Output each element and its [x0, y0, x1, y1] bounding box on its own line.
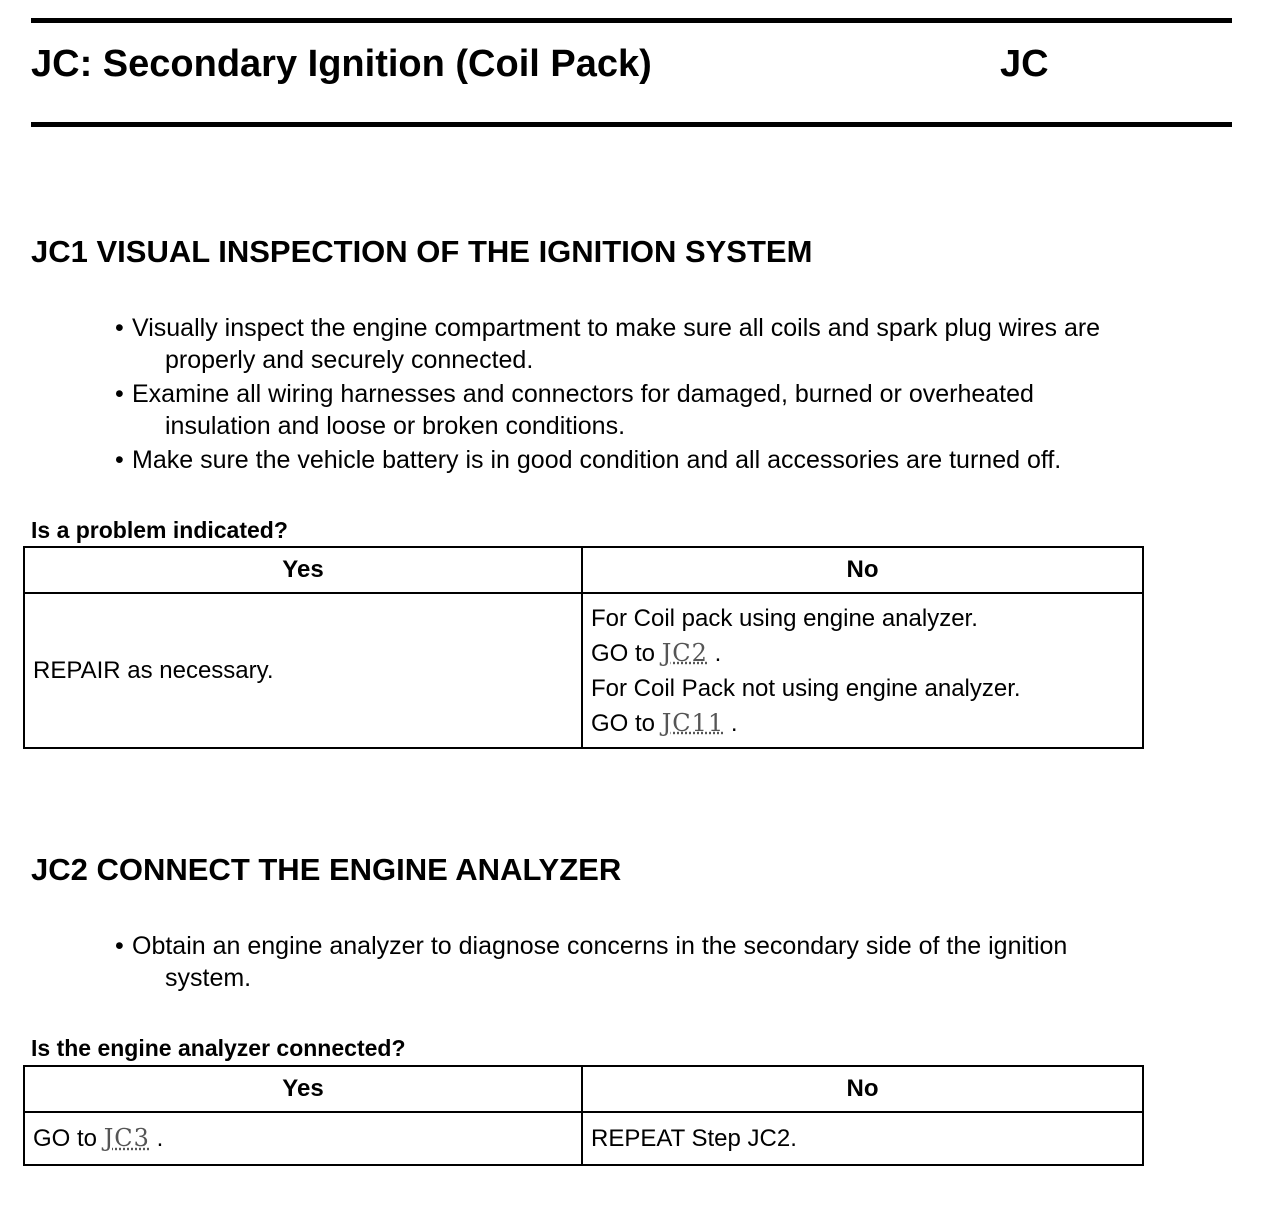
yes-column-header: Yes	[24, 547, 582, 593]
go-to-text: GO to	[591, 709, 662, 737]
no-cell-line	[591, 636, 1134, 671]
bullet-icon: •	[115, 446, 124, 474]
bullet-icon: •	[115, 932, 124, 960]
bullet-icon: •	[115, 380, 124, 408]
no-cell-line: For Coil Pack not using engine analyzer.	[591, 674, 1021, 702]
bullet-text-continued: properly and securely connected.	[165, 346, 534, 374]
bullet-text: Make sure the vehicle battery is in good condition and all accessories are turned off.	[132, 446, 1062, 474]
bullet-icon: •	[115, 314, 124, 342]
bullet-text: Examine all wiring harnesses and connectors for damaged, burned or overheated	[132, 380, 1034, 408]
period-text: .	[707, 639, 722, 667]
document-title: JC: Secondary Ignition (Coil Pack)	[31, 43, 652, 85]
go-to-text: GO to	[591, 639, 662, 667]
step-jc1-answer-table	[23, 546, 1144, 749]
list-item	[115, 312, 1100, 376]
no-cell-line	[591, 706, 1134, 741]
list-item	[115, 444, 1100, 476]
step-jc2-heading: JC2 CONNECT THE ENGINE ANALYZER	[31, 852, 622, 887]
no-cell-line: For Coil pack using engine analyzer.	[591, 604, 978, 632]
step-jc1-heading: JC1 VISUAL INSPECTION OF THE IGNITION SYSTEM	[31, 234, 813, 269]
list-item	[115, 378, 1100, 442]
bullet-text-continued: system.	[165, 964, 252, 992]
step-jc1-bullet-list	[115, 312, 1100, 478]
header-top-rule	[31, 18, 1232, 23]
link-jc3[interactable]: JC3	[103, 1124, 150, 1152]
period-text: .	[149, 1125, 164, 1152]
bullet-text-continued: insulation and loose or broken conditions.	[165, 412, 626, 440]
step-jc2-bullet-list	[115, 930, 1067, 996]
yes-column-header: Yes	[24, 1066, 582, 1112]
document-code: JC	[1000, 43, 1049, 85]
link-jc2[interactable]: JC2	[661, 638, 708, 667]
bullet-text: Visually inspect the engine compartment to make sure all coils and spark plug wires are	[132, 314, 1101, 342]
no-column-header: No	[582, 1066, 1143, 1112]
step-jc2-question: Is the engine analyzer connected?	[31, 1035, 406, 1061]
step-jc1-question: Is a problem indicated?	[31, 517, 288, 543]
yes-cell: REPAIR as necessary.	[24, 593, 582, 748]
step-jc2-answer-table	[23, 1065, 1144, 1166]
link-jc11[interactable]: JC11	[661, 708, 725, 737]
list-item	[115, 930, 1067, 994]
no-cell: REPEAT Step JC2.	[582, 1112, 1143, 1165]
header-bottom-rule	[31, 122, 1232, 127]
period-text: .	[724, 709, 738, 737]
go-to-text: GO to	[33, 1125, 104, 1152]
bullet-text: Obtain an engine analyzer to diagnose concerns in the secondary side of the ignition	[132, 932, 1068, 960]
no-column-header: No	[582, 547, 1143, 593]
yes-cell	[24, 1112, 582, 1165]
no-cell	[582, 593, 1143, 748]
